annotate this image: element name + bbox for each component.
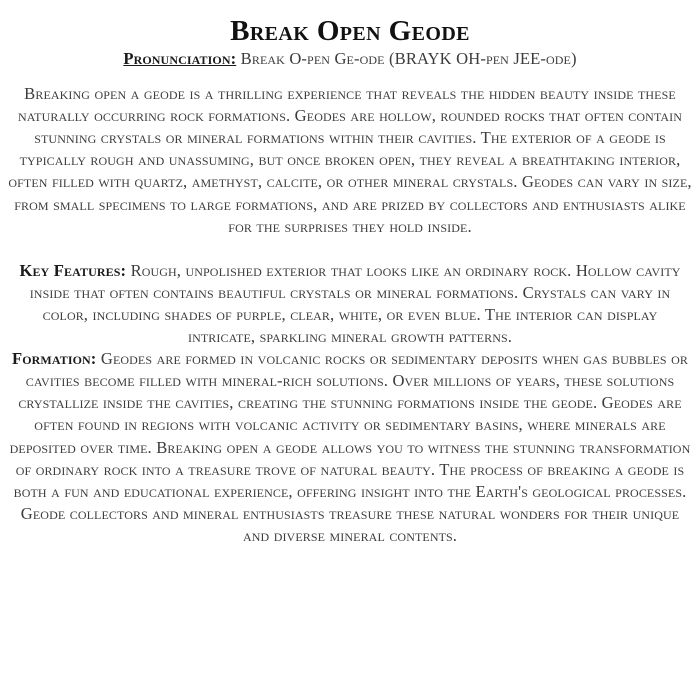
key-features-paragraph bbox=[7, 260, 693, 348]
pronunciation-line bbox=[7, 48, 693, 70]
formation-paragraph bbox=[7, 348, 693, 547]
page-title: Break Open Geode bbox=[230, 15, 470, 47]
pronunciation-label: Pronunciation: bbox=[123, 49, 237, 68]
intro-paragraph: Breaking open a geode is a thrilling experience that reveals the hidden beauty inside these naturally occurring rock formations. Geodes are hollow, rounded rocks that often contain stunning crystals or mineral formations within their cavities. The exterior of a geode is typically rough and unassuming, but once broken open, they reveal a breathtaking interior, often filled with quartz, amethyst, calcite, or other mineral crystals. Geodes can vary in size, from small specimens to large formations, and are prized by collectors and enthusiasts alike for the surprises they hold inside. bbox=[8, 84, 692, 236]
formation-label: Formation: bbox=[11, 349, 97, 369]
pronunciation-value: Break O-pen Ge-ode (BRAYK OH-pen JEE-ode) bbox=[236, 49, 577, 68]
key-features-text: Rough, unpolished exterior that looks like an ordinary rock. Hollow cavity inside that often contains beautiful crystals or mineral formations. Crystals can vary in color, including shades of purple, clear, white, or even blue. The interior can display intricate, sparkling mineral growth patterns. bbox=[29, 260, 681, 347]
key-features-label: Key Features: bbox=[19, 260, 127, 280]
document-body bbox=[0, 48, 700, 547]
formation-text: Geodes are formed in volcanic rocks or sedimentary deposits when gas bubbles or cavities become filled with mineral-rich solutions. Over millions of years, these solutions crystallize inside the cavities, creating the stunning formations inside the geode. Geodes are often found in regions with volcanic activity or sedimentary basins, where minerals are deposited over time. Breaking open a geode allows you to witness the stunning transformation of ordinary rock into a treasure trove of natural beauty. The process of breaking a geode is both a fun and educational experience, offering insight into the Earth's geological processes. Geode collectors and mineral enthusiasts treasure these natural wonders for their unique and diverse mineral contents. bbox=[9, 349, 691, 545]
